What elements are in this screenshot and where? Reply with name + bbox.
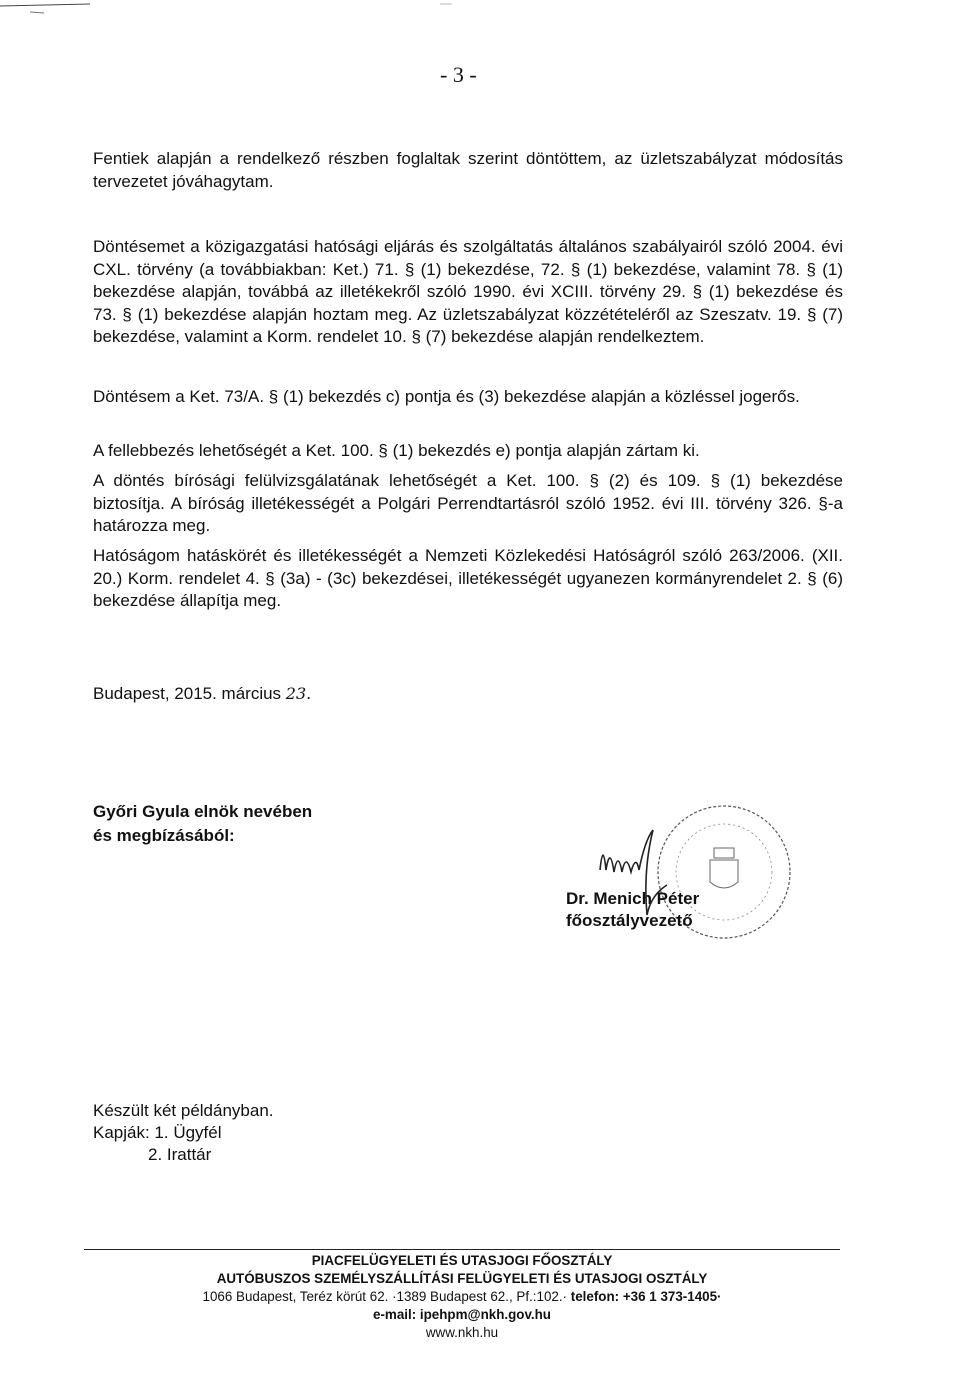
paragraph-competence: Hatóságom hatáskörét és illetékességét a Nemzeti Közlekedési Hatóságról szóló 263/2006. (XII. 20.) Korm. rendelet 4. § (3a) - (3c) bekezdései, illetékességét ugyanezen kormányrendelet 2. § (6) bekezdése állapítja meg. bbox=[93, 546, 843, 610]
signer-name: Dr. Menich Péter bbox=[566, 889, 700, 908]
signer-title: főosztályvezető bbox=[566, 911, 693, 930]
footer-unit: AUTÓBUSZOS SZEMÉLYSZÁLLÍTÁSI FELÜGYELETI ÉS UTASJOGI OSZTÁLY bbox=[216, 1271, 708, 1286]
footer-address: 1066 Budapest, Teréz körút 62. ·1389 Budapest 62., Pf.:102.· bbox=[202, 1289, 568, 1304]
paragraph-approval: Fentiek alapján a rendelkező részben foglaltak szerint döntöttem, az üzletszabályzat módosítás tervezetet jóváhagytam. bbox=[93, 149, 843, 191]
copies-line1: Készült két példányban. bbox=[93, 1101, 274, 1120]
signature-authority bbox=[93, 800, 312, 848]
paragraph-judicial-review: A döntés bírósági felülvizsgálatának lehetőségét a Ket. 100. § (2) és 109. § (1) bekezdése biztosítja. A bíróság illetékességét a Polgári Perrendtartásról szóló 1952. évi III. törvény 326. §-a határozza meg. bbox=[93, 471, 843, 535]
signature-authority-line1: Győri Gyula elnök nevében bbox=[93, 802, 313, 821]
footer-department: PIACFELÜGYELETI ÉS UTASJOGI FŐOSZTÁLY bbox=[311, 1253, 613, 1268]
footer-address-line bbox=[84, 1288, 840, 1306]
place-date bbox=[93, 684, 311, 704]
place-date-text: Budapest, 2015. március bbox=[93, 684, 282, 703]
copies-line2: Kapják: 1. Ügyfél bbox=[93, 1123, 222, 1142]
footer bbox=[84, 1252, 840, 1342]
signature-authority-line2: és megbízásából: bbox=[93, 826, 235, 845]
page-number: - 3 - bbox=[440, 62, 477, 87]
paragraph-finality: Döntésem a Ket. 73/A. § (1) bekezdés c) pontja és (3) bekezdése alapján a közléssel jogerős. bbox=[93, 387, 800, 406]
handwritten-signature bbox=[592, 820, 712, 920]
paragraph-appeal: A fellebbezés lehetőségét a Ket. 100. § (1) bekezdés e) pontja alapján zártam ki. bbox=[93, 441, 700, 460]
copies-block bbox=[93, 1100, 274, 1166]
footer-phone: telefon: +36 1 373-1405· bbox=[570, 1289, 722, 1304]
footer-divider bbox=[84, 1249, 840, 1250]
scan-artifacts bbox=[0, 0, 960, 40]
paragraph-legal-basis: Döntésemet a közigazgatási hatósági eljárás és szolgáltatás általános szabályairól szóló 2004. évi CXL. törvény (a továbbiakban: Ket.) 71. § (1) bekezdése, 72. § (1) bekezdése, valamint 78. § (1) bekezdése alapján, továbbá az illetékekről szóló 1990. évi XCIII. törvény 29. § (1) bekezdése és 73. § (1) bekezdése alapján hoztam meg. Az üzletszabályzat közzétételéről az Szeszatv. 19. § (7) bekezdése, valamint a Korm. rendelet 10. § (7) bekezdése alapján rendelkeztem. bbox=[93, 237, 843, 346]
footer-email: e-mail: ipehpm@nkh.gov.hu bbox=[373, 1307, 551, 1322]
copies-line3: 2. Irattár bbox=[148, 1145, 212, 1164]
footer-website: www.nkh.hu bbox=[425, 1325, 499, 1340]
handwritten-day: 23. bbox=[285, 684, 312, 703]
